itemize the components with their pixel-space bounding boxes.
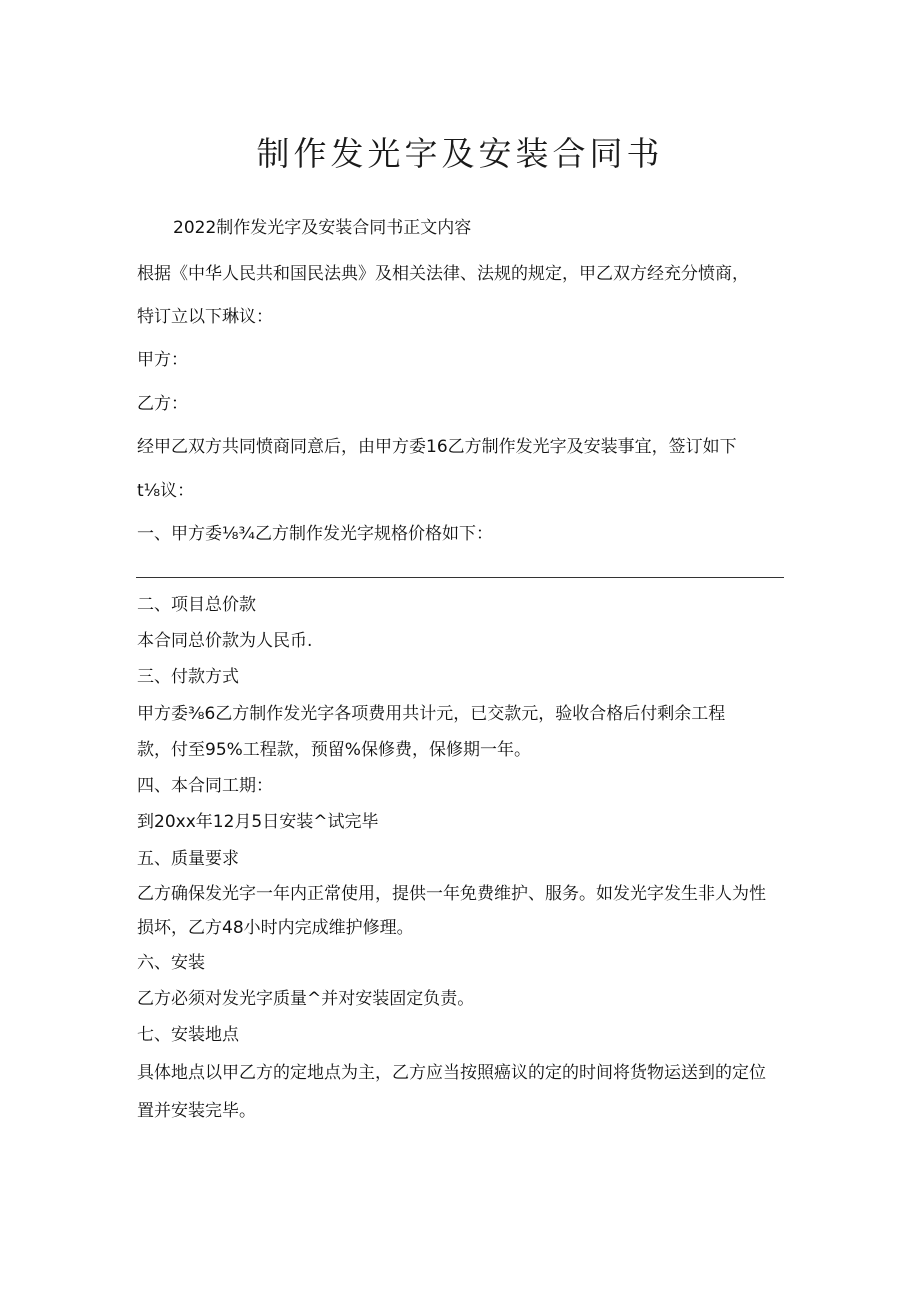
preamble-line: 特订立以下琳议： [137,307,273,327]
party-b-line: 乙方： [137,394,188,414]
section-heading: 一、甲方委⅛¾乙方制作发光字规格价格如下： [137,524,493,544]
section-body: 甲方委⅜6乙方制作发光字各项费用共计元，已交款元，验收合格后付剩余工程 [137,704,726,724]
section-body: 置并安装完毕。 [137,1101,256,1121]
section-body: 本合同总价款为人民币. [137,631,313,651]
section-heading: 二、项目总价款 [137,595,256,615]
section-heading: 七、安装地点 [137,1025,239,1045]
section-body: 到20xx年12月5日安装^试完毕 [137,812,379,832]
party-a-line: 甲方： [137,350,188,370]
section-body: 具体地点以甲乙方的定地点为主，乙方应当按照癌议的定的时间将货物运送到的定位 [137,1063,766,1083]
section-heading: 五、质量要求 [137,849,239,869]
section-body: 乙方必须对发光字质量^并对安装固定负责。 [137,989,475,1009]
section-body: 乙方确保发光字一年内正常使用，提供一年免费维护、服务。如发光字发生非人为性 [137,884,766,904]
section-body: 款，付至95%工程款，预留%保修费，保修期一年。 [137,740,531,760]
document-title: 制作发光字及安装合同书 [256,134,664,173]
blank-fill-line [136,577,784,578]
section-heading: 六、安装 [137,953,205,973]
section-heading: 四、本合同工期： [137,776,273,796]
intro-line: 2022制作发光字及安装合同书正文内容 [173,218,472,238]
section-body: 损坏，乙方48小时内完成维护修理。 [137,918,414,938]
agreement-line: t⅛议： [137,481,195,501]
agreement-line: 经甲乙双方共同愤商同意后，由甲方委16乙方制作发光字及安装事宜，签订如下 [137,437,737,457]
preamble-line: 根据《中华人民共和国民法典》及相关法律、法规的规定，甲乙双方经充分愤商， [137,264,749,284]
section-heading: 三、付款方式 [137,667,239,687]
